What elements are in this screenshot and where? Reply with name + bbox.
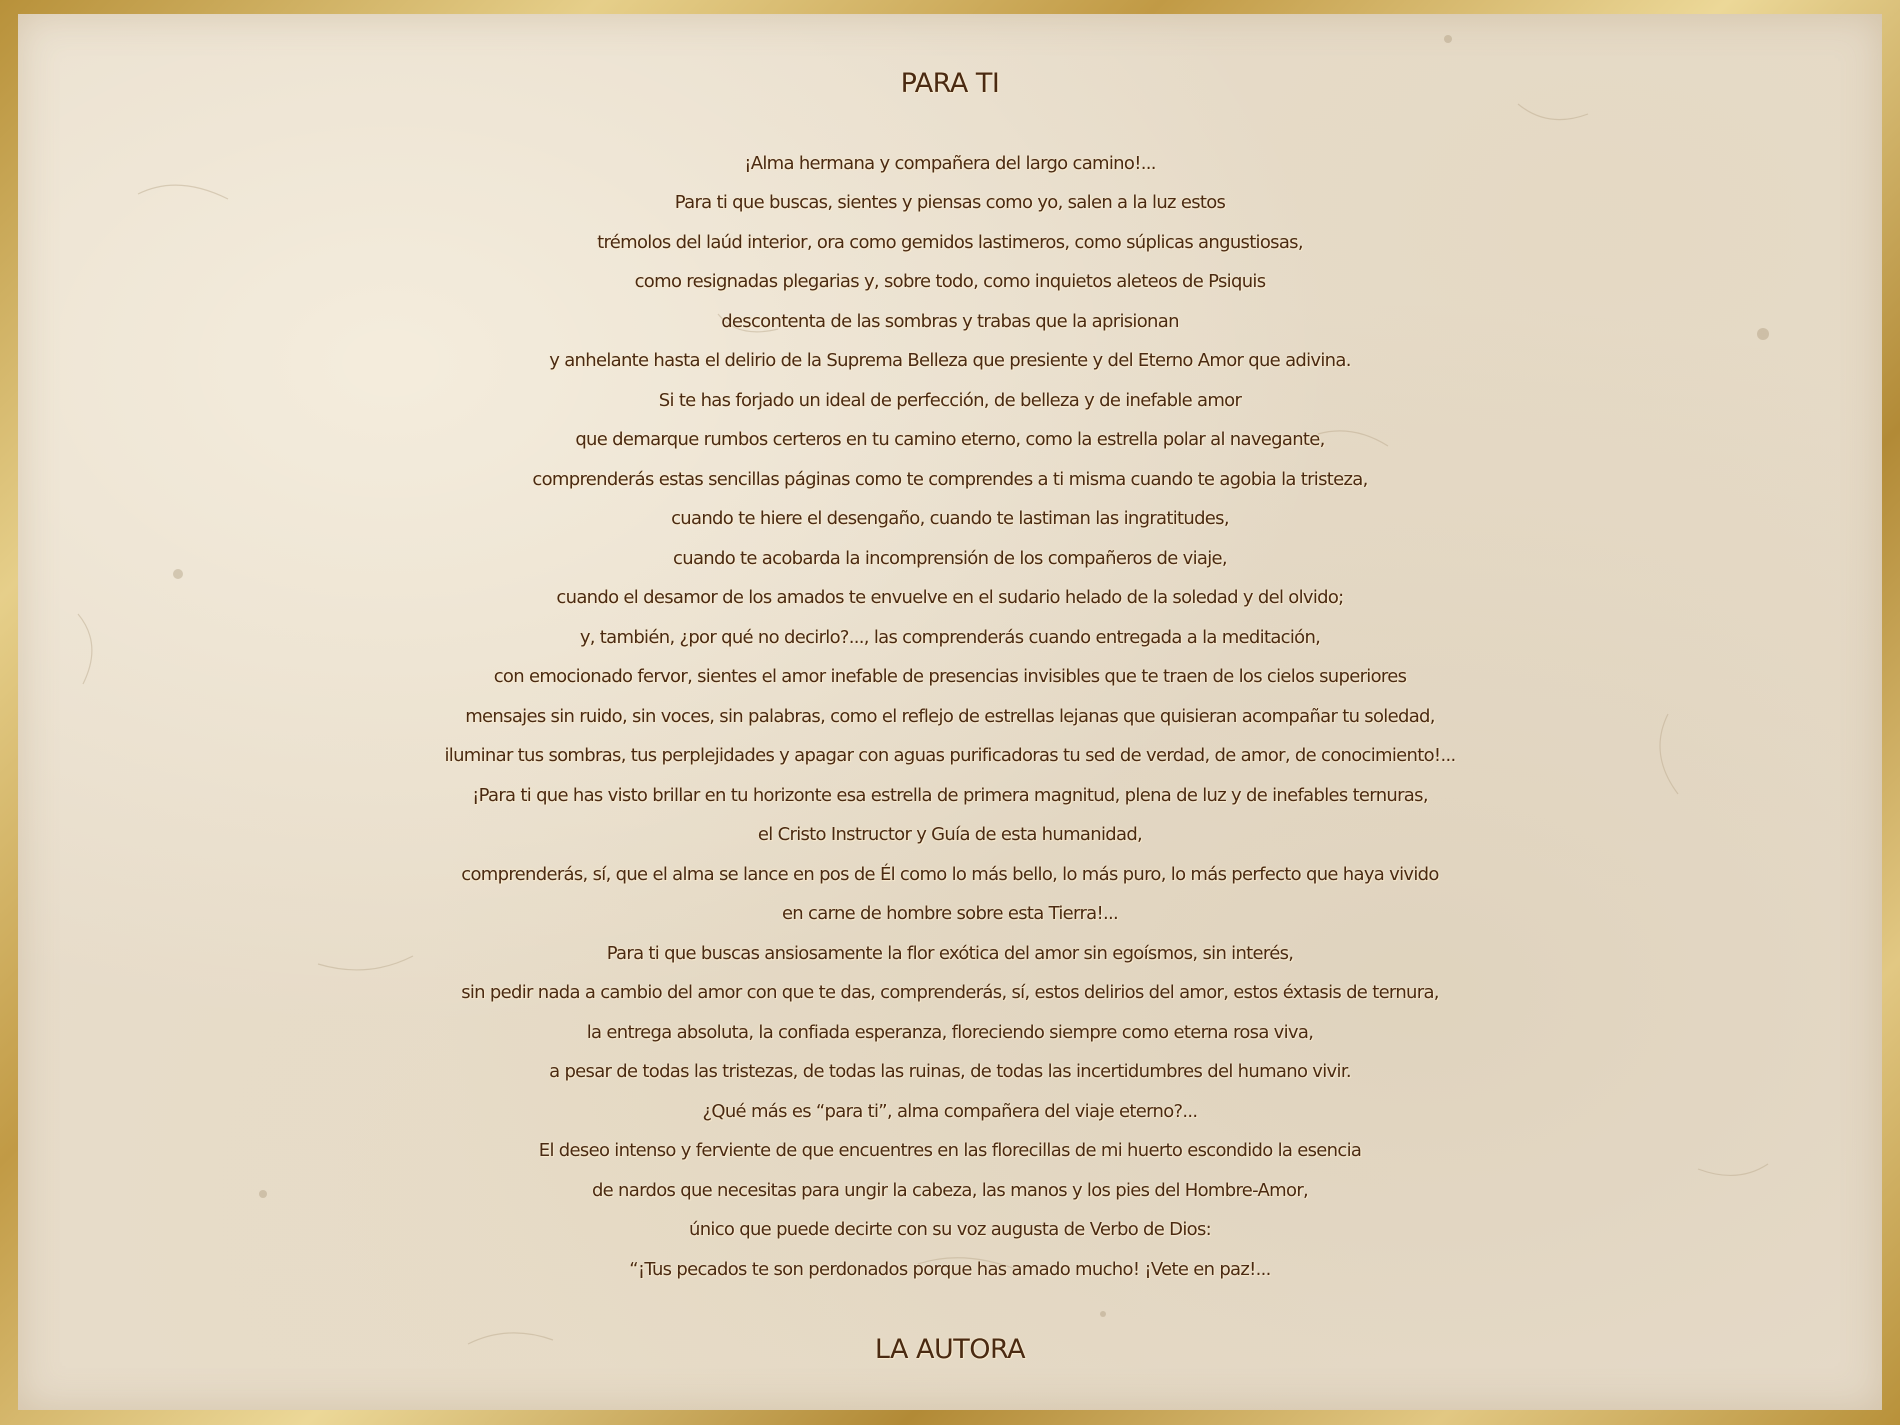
text-line: cuando te hiere el desengaño, cuando te lastiman las ingratitudes,: [671, 508, 1229, 529]
text-line: con emocionado fervor, sientes el amor inefable de presencias invisibles que te traen de los cielos superiores: [493, 666, 1407, 687]
text-line: comprenderás, sí, que el alma se lance en pos de Él como lo más bello, lo más puro, lo más perfecto que haya vivido: [461, 864, 1439, 885]
text-line: que demarque rumbos certeros en tu camino eterno, como la estrella polar al navegante,: [575, 429, 1325, 450]
text-line: Para ti que buscas, sientes y piensas como yo, salen a la luz estos: [674, 192, 1226, 213]
text-line: a pesar de todas las tristezas, de todas las ruinas, de todas las incertidumbres del humano vivir.: [549, 1061, 1351, 1082]
text-line: mensajes sin ruido, sin voces, sin palabras, como el reflejo de estrellas lejanas que quisieran acompañar tu soledad,: [465, 706, 1435, 727]
text-line: Para ti que buscas ansiosamente la flor exótica del amor sin egoísmos, sin interés,: [606, 943, 1294, 964]
text-line: trémolos del laúd interior, ora como gemidos lastimeros, como súplicas angustiosas,: [597, 232, 1303, 253]
text-line: cuando te acobarda la incomprensión de los compañeros de viaje,: [673, 548, 1227, 569]
text-line: “¡Tus pecados te son perdonados porque has amado mucho! ¡Vete en paz!...: [629, 1259, 1271, 1280]
text-line: ¡Para ti que has visto brillar en tu horizonte esa estrella de primera magnitud, plena de luz y de inefables ternuras,: [472, 785, 1428, 806]
text-line: comprenderás estas sencillas páginas como te comprendes a ti misma cuando te agobia la tristeza,: [532, 469, 1368, 490]
text-line: descontenta de las sombras y trabas que la aprisionan: [721, 311, 1179, 332]
text-line: El deseo intenso y ferviente de que encuentres en las florecillas de mi huerto escondido la esencia: [538, 1140, 1362, 1161]
text-line: de nardos que necesitas para ungir la cabeza, las manos y los pies del Hombre-Amor,: [591, 1180, 1309, 1201]
text-line: cuando el desamor de los amados te envuelve en el sudario helado de la soledad y del olvido;: [556, 587, 1344, 608]
text-line: iluminar tus sombras, tus perplejidades y apagar con aguas purificadoras tu sed de verdad, de amor, de conocimiento!...: [444, 745, 1456, 766]
text-line: ¿Qué más es “para ti”, alma compañera del viaje eterno?...: [702, 1101, 1198, 1122]
parchment-page: [18, 14, 1882, 1410]
text-line: y anhelante hasta el delirio de la Suprema Belleza que presiente y del Eterno Amor que adivina.: [549, 350, 1351, 371]
author-signature: LA AUTORA: [874, 1334, 1026, 1365]
text-line: sin pedir nada a cambio del amor con que te das, comprenderás, sí, estos delirios del amor, estos éxtasis de ternura,: [461, 982, 1439, 1003]
text-line: y, también, ¿por qué no decirlo?..., las comprenderás cuando entregada a la meditación,: [579, 627, 1321, 648]
text-line: único que puede decirte con su voz augusta de Verbo de Dios:: [688, 1219, 1211, 1240]
text-line: ¡Alma hermana y compañera del largo camino!...: [744, 153, 1156, 174]
text-line: en carne de hombre sobre esta Tierra!...: [781, 903, 1119, 924]
page-title: PARA TI: [900, 68, 1000, 99]
text-line: la entrega absoluta, la confiada esperanza, floreciendo siempre como eterna rosa viva,: [586, 1022, 1314, 1043]
text-line: Si te has forjado un ideal de perfección, de belleza y de inefable amor: [658, 390, 1242, 411]
text-line: como resignadas plegarias y, sobre todo, como inquietos aleteos de Psiquis: [634, 271, 1266, 292]
text-line: el Cristo Instructor y Guía de esta humanidad,: [757, 824, 1143, 845]
